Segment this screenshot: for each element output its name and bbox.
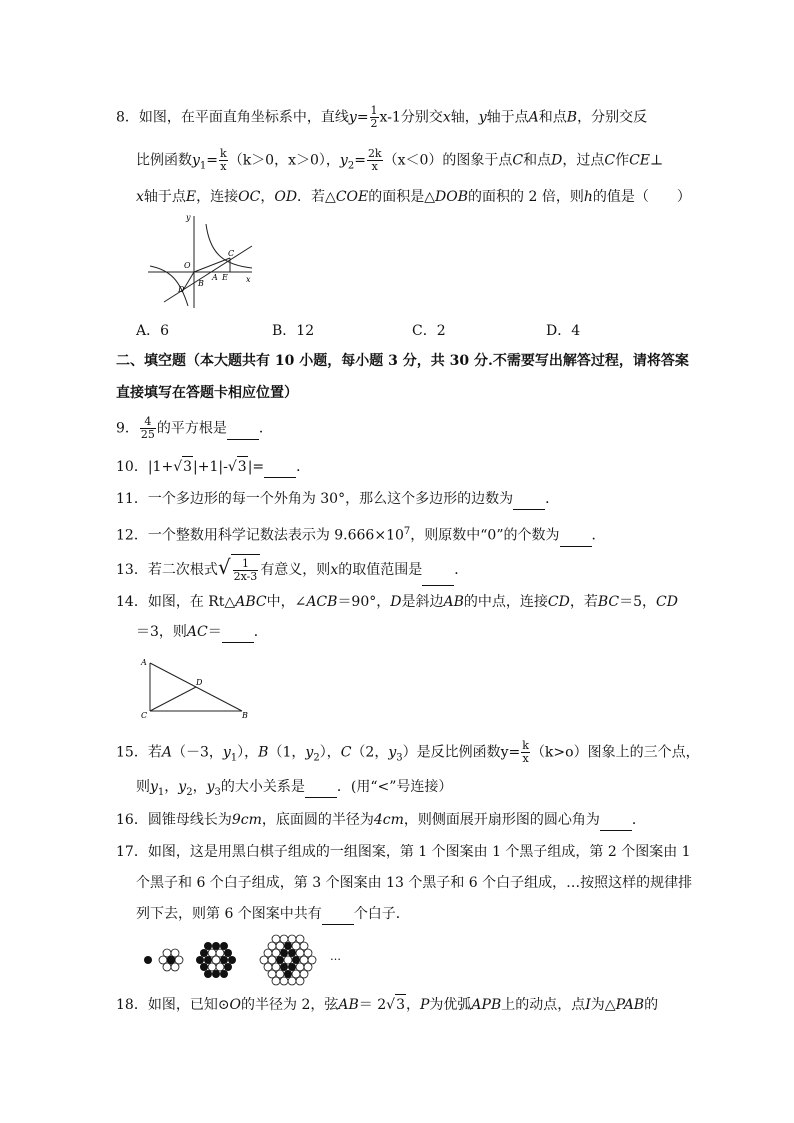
- seg-OC-line: [194, 258, 230, 272]
- white-stone: [296, 935, 304, 943]
- q15-line2: [136, 777, 452, 803]
- q11: [116, 489, 559, 510]
- black-stone: [220, 942, 228, 950]
- frac-num: k: [220, 147, 227, 160]
- q-text: 上的动点，点: [501, 997, 586, 1013]
- sqrt-sign: √: [217, 555, 231, 579]
- label-A: A: [141, 658, 147, 667]
- q8-text: ，分别交反: [577, 109, 648, 126]
- q8-text: 的面积是△: [368, 189, 436, 205]
- black-stone: [224, 949, 232, 957]
- q-text: ，底面圆的半径为: [261, 812, 374, 828]
- label-C: C: [141, 711, 148, 720]
- var-y: y: [388, 744, 397, 761]
- pt-I: I: [585, 997, 591, 1013]
- pt-C: C: [340, 744, 352, 761]
- sqrt-3: 3: [182, 456, 193, 477]
- white-stone: [272, 977, 280, 985]
- q8-text: 轴，: [450, 109, 479, 126]
- label-E: E: [222, 273, 228, 282]
- q-num: 10．: [116, 459, 148, 475]
- answer-blank[interactable]: [227, 419, 259, 440]
- q-text: 12．一个整数用科学记数法表示为 9.666×10: [116, 527, 404, 544]
- q-text: ＝3，则: [136, 624, 187, 640]
- q-text: ，: [406, 997, 420, 1013]
- q-text: |=: [247, 459, 265, 475]
- frac-num: 4: [140, 416, 156, 429]
- q9-fraction: [140, 416, 156, 441]
- black-stone: [204, 942, 212, 950]
- option-b[interactable]: B．12: [272, 323, 315, 339]
- q-text: 有意义，则: [260, 562, 331, 578]
- black-stone: [200, 963, 208, 971]
- arc-APB: APB: [471, 997, 502, 1013]
- frac-num: 2k: [367, 147, 382, 160]
- q-end: ．: [545, 491, 560, 507]
- q-text: 14．如图，在 Rt△: [116, 594, 236, 610]
- answer-blank[interactable]: [600, 810, 632, 831]
- q8-text: 8．如图，在平面直角坐标系中，直线: [116, 109, 349, 126]
- q-end: ．: [258, 420, 273, 437]
- q-text: （k>o）图象上的三个点，: [530, 744, 700, 761]
- q9: [116, 416, 273, 441]
- q8-text: 轴于点: [143, 189, 186, 205]
- q8-text: 的值是（ ）: [592, 189, 691, 205]
- q-text: ），: [237, 744, 259, 761]
- white-stone: [280, 935, 288, 943]
- q14-figure: [138, 655, 253, 720]
- q17-figure: [140, 930, 360, 992]
- section2-heading-2: 直接填写在答题卡相应位置）: [116, 385, 298, 401]
- var-y2: y: [339, 152, 348, 169]
- label-D: D: [196, 678, 203, 687]
- black-stone: [144, 956, 152, 964]
- q8-line2: [136, 148, 663, 176]
- seg-CD: CD: [656, 594, 678, 610]
- tri-DOB: DOB: [435, 189, 469, 205]
- q-text: ，若: [569, 594, 598, 610]
- sub: 1: [230, 752, 238, 764]
- black-stone: [212, 942, 220, 950]
- q-text: 的: [644, 997, 659, 1013]
- answer-blank[interactable]: [264, 457, 296, 478]
- pt-A: A: [528, 109, 539, 126]
- black-stone: [204, 970, 212, 978]
- q18: 18．如图，已知⊙O的半径为 2，弦AB＝ 2√3，P为优弧APB上的动点，点I为△PAB的: [116, 994, 658, 1015]
- q8-line1: [116, 105, 647, 130]
- q8-frac-2k: [367, 148, 383, 173]
- q8-frac-k: [219, 148, 228, 173]
- label-D: D: [178, 285, 185, 294]
- q-text: 的半径为 2，弦: [241, 997, 339, 1013]
- label-O: O: [184, 261, 191, 270]
- q16: [116, 810, 646, 831]
- q10: 10．|1+√3|+1|-√3|= ．: [116, 456, 310, 478]
- frac-den: x: [220, 160, 227, 173]
- white-stone: [163, 949, 171, 957]
- option-a[interactable]: A．6: [136, 323, 170, 339]
- q8-text: 比例函数: [136, 152, 192, 169]
- answer-blank[interactable]: [513, 489, 545, 510]
- seg-BC: BC: [597, 594, 620, 610]
- seg-OC: OC: [238, 189, 261, 205]
- pt-B: B: [566, 109, 578, 126]
- var-h: h: [583, 189, 593, 205]
- q-text: 18．如图，已知⊙: [116, 997, 230, 1013]
- angle-ACB: ACB: [306, 594, 338, 610]
- q14-line2: [136, 622, 268, 643]
- eq: =: [206, 152, 219, 169]
- var-y: y: [222, 744, 231, 761]
- seg-CD: CD: [547, 594, 570, 610]
- q17-line1: 17．如图，这是用黑白棋子组成的一组图案，第 1 个图案由 1 个黑子组成，第 2 个图案由 1: [116, 844, 691, 860]
- label-A: A: [212, 273, 218, 282]
- eq-y: y=: [500, 744, 521, 761]
- seg-CE: CE⊥: [629, 152, 664, 169]
- q-text: ），: [319, 744, 341, 761]
- answer-blank[interactable]: [560, 526, 592, 547]
- frac-den: 2: [370, 117, 378, 130]
- white-stone: [284, 956, 292, 964]
- eq: =: [354, 152, 366, 169]
- pattern-2: [159, 949, 183, 971]
- q12: [116, 522, 606, 547]
- black-stone: [200, 949, 208, 957]
- q-text: ，: [192, 779, 207, 795]
- q-text: ，则侧面展开扇形图的圆心角为: [403, 812, 600, 828]
- q-text: 15．若: [116, 744, 162, 761]
- pt-D: D: [390, 594, 402, 610]
- var-x: x: [330, 562, 339, 578]
- q14-line1: [116, 592, 678, 612]
- var-y: y: [178, 779, 187, 795]
- q8-text: （x＜0）的图象于点: [383, 152, 513, 169]
- q-text: 为△: [590, 997, 616, 1013]
- q-end: ．: [631, 812, 646, 828]
- q-end: ．: [454, 562, 469, 578]
- q-text: ＝90°，: [337, 594, 391, 610]
- sub: 2: [313, 752, 320, 764]
- q8-text: 和点: [523, 152, 552, 169]
- length-4cm: 4cm: [373, 812, 404, 828]
- pt-A: A: [161, 744, 172, 761]
- tri-PAB: PAB: [615, 997, 645, 1013]
- ellipsis: …: [330, 950, 341, 963]
- label-B: B: [242, 711, 248, 720]
- pattern-4: [260, 935, 316, 985]
- white-stone: [272, 935, 280, 943]
- q-text: 中，∠: [266, 594, 307, 610]
- q-text: 的大小关系是: [220, 779, 305, 795]
- option-d[interactable]: D．4: [546, 323, 581, 339]
- q13-radicand: [231, 554, 261, 585]
- label-x: x: [246, 275, 251, 284]
- sub: 1: [199, 160, 207, 172]
- q-text: （－3，: [171, 744, 223, 761]
- chord-AB: AB: [338, 997, 359, 1013]
- q-text: |1+: [147, 459, 174, 475]
- q-text: ，则原数中“0”的个数为: [410, 527, 560, 544]
- white-stone: [280, 977, 288, 985]
- q-end: ．: [591, 527, 606, 544]
- black-stone: [196, 956, 204, 964]
- q8-figure: [140, 210, 260, 310]
- white-stone: [288, 935, 296, 943]
- black-stone: [228, 956, 236, 964]
- pattern-3: [196, 942, 236, 978]
- label-B: B: [198, 279, 204, 288]
- seg-OD: OD: [274, 189, 298, 205]
- q-text: 的中点，连接: [463, 594, 548, 610]
- answer-blank[interactable]: [422, 555, 454, 586]
- q-num: 9．: [116, 420, 139, 437]
- q8-eq-rest: x-1: [379, 109, 401, 126]
- frac-den: 2x-3: [233, 569, 258, 583]
- pt-D: D: [551, 152, 563, 169]
- q-text: 是斜边: [401, 594, 444, 610]
- label-C: C: [228, 249, 235, 258]
- q17-line3: [136, 904, 410, 925]
- white-stone: [171, 963, 179, 971]
- white-stone: [216, 949, 224, 957]
- q-text: 列下去，则第 6 个图案中共有: [136, 906, 322, 922]
- q-text: 13．若二次根式: [116, 562, 218, 578]
- q17-line2: 个黑子和 6 个白子组成，第 3 个图案由 13 个黑子和 6 个白子组成，…按照这样的规律排: [136, 875, 693, 891]
- frac-den: x: [371, 160, 378, 173]
- frac-num: 1: [370, 104, 378, 117]
- answer-blank[interactable]: [322, 904, 354, 925]
- circle-O: O: [229, 997, 242, 1013]
- q8-text: 作: [615, 152, 630, 169]
- section2-heading-1: 二、填空题（本大题共有 10 小题，每小题 3 分，共 30 分.不需要写出解答过程，请将答案: [116, 353, 689, 369]
- q-text: 个白子．: [353, 906, 410, 922]
- sub: 3: [214, 786, 221, 798]
- q-text: 16．圆锥母线长为: [116, 812, 232, 828]
- frac-num: k: [522, 739, 529, 752]
- pt-E: E: [185, 189, 197, 205]
- var-y: y: [305, 744, 314, 761]
- q-text: ．(用“<”号连接）: [336, 779, 453, 795]
- sub: 2: [186, 786, 193, 798]
- q15-line1: [116, 740, 700, 768]
- black-stone: [220, 970, 228, 978]
- sqrt-3: 3: [395, 994, 406, 1015]
- q8-text: ，过点: [562, 152, 605, 169]
- label-y: y: [186, 213, 191, 222]
- answer-blank[interactable]: [222, 622, 254, 643]
- var-x: x: [136, 189, 144, 205]
- q-text: |+1|-: [193, 459, 228, 475]
- sqrt-3: 3: [237, 456, 248, 477]
- q8-text: （k＞0，x＞0），: [228, 152, 340, 169]
- seg-AC: AC: [186, 624, 208, 640]
- q-text: （2，: [351, 744, 389, 761]
- frac-den: 25: [140, 428, 155, 441]
- white-stone: [163, 963, 171, 971]
- q-text: ＝: [207, 624, 222, 640]
- q-text: 11．一个多边形的每一个外角为 30°，那么这个多边形的边数为: [116, 491, 514, 507]
- frac-num: 1: [233, 558, 259, 571]
- q-text: 为优弧: [429, 997, 472, 1013]
- q-end: ．: [296, 459, 311, 475]
- var-y: y: [478, 109, 487, 126]
- answer-blank[interactable]: [305, 777, 337, 798]
- length-9cm: 9cm: [231, 812, 262, 828]
- var-y: y: [206, 779, 215, 795]
- white-stone: [208, 949, 216, 957]
- pt-B: B: [258, 744, 269, 761]
- q8-fraction: [370, 105, 379, 130]
- pt-P: P: [420, 997, 430, 1013]
- sub: 2: [347, 160, 355, 172]
- q8-text: 轴于点: [486, 109, 529, 126]
- q-text: ＝ 2: [358, 997, 387, 1013]
- q13: [116, 552, 468, 582]
- q-text: 的平方根是: [156, 420, 227, 437]
- white-stone: [288, 977, 296, 985]
- tri-ABC: ABC: [235, 594, 267, 610]
- pt-C: C: [512, 152, 524, 169]
- exponent: 7: [403, 526, 411, 537]
- q-text: 则: [136, 779, 150, 795]
- black-stone: [212, 970, 220, 978]
- q8-text: ．若△: [297, 189, 336, 205]
- q-text: ）是反比例函数: [402, 744, 501, 761]
- sub: 3: [396, 752, 403, 764]
- var-y1: y: [192, 152, 200, 169]
- q-text: 的取值范围是: [338, 562, 423, 578]
- q13-fraction: [233, 558, 259, 583]
- q8-text: 分别交: [400, 109, 443, 126]
- option-c[interactable]: C．2: [412, 323, 446, 339]
- q8-text: 的面积的 2 倍，则: [468, 189, 584, 205]
- q-text: ，: [164, 779, 179, 795]
- tri-COE: COE: [335, 189, 369, 205]
- q8-text: ，连接: [196, 189, 239, 205]
- hyperbola-right: [206, 224, 252, 268]
- q-text: （1，: [268, 744, 306, 761]
- seg-AB: AB: [443, 594, 464, 610]
- q8-line3: x轴于点E，连接OC，OD．若△COE的面积是△DOB的面积的 2 倍，则h的值是（ ）: [136, 189, 691, 205]
- pt-C: C: [604, 152, 616, 169]
- black-stone: [224, 963, 232, 971]
- median-CD: [150, 687, 196, 711]
- q8-eq-y: y=: [348, 109, 369, 126]
- white-stone: [208, 963, 216, 971]
- q15-fraction: [521, 740, 530, 765]
- q-end: ．: [253, 624, 268, 640]
- q8-text: 和点: [538, 109, 567, 126]
- white-stone: [296, 977, 304, 985]
- var-x: x: [442, 109, 451, 126]
- q-text: ＝5，: [619, 594, 657, 610]
- white-stone: [216, 963, 224, 971]
- frac-den: x: [522, 752, 529, 765]
- sub: 1: [157, 786, 165, 798]
- var-y: y: [150, 779, 158, 795]
- white-stone: [171, 949, 179, 957]
